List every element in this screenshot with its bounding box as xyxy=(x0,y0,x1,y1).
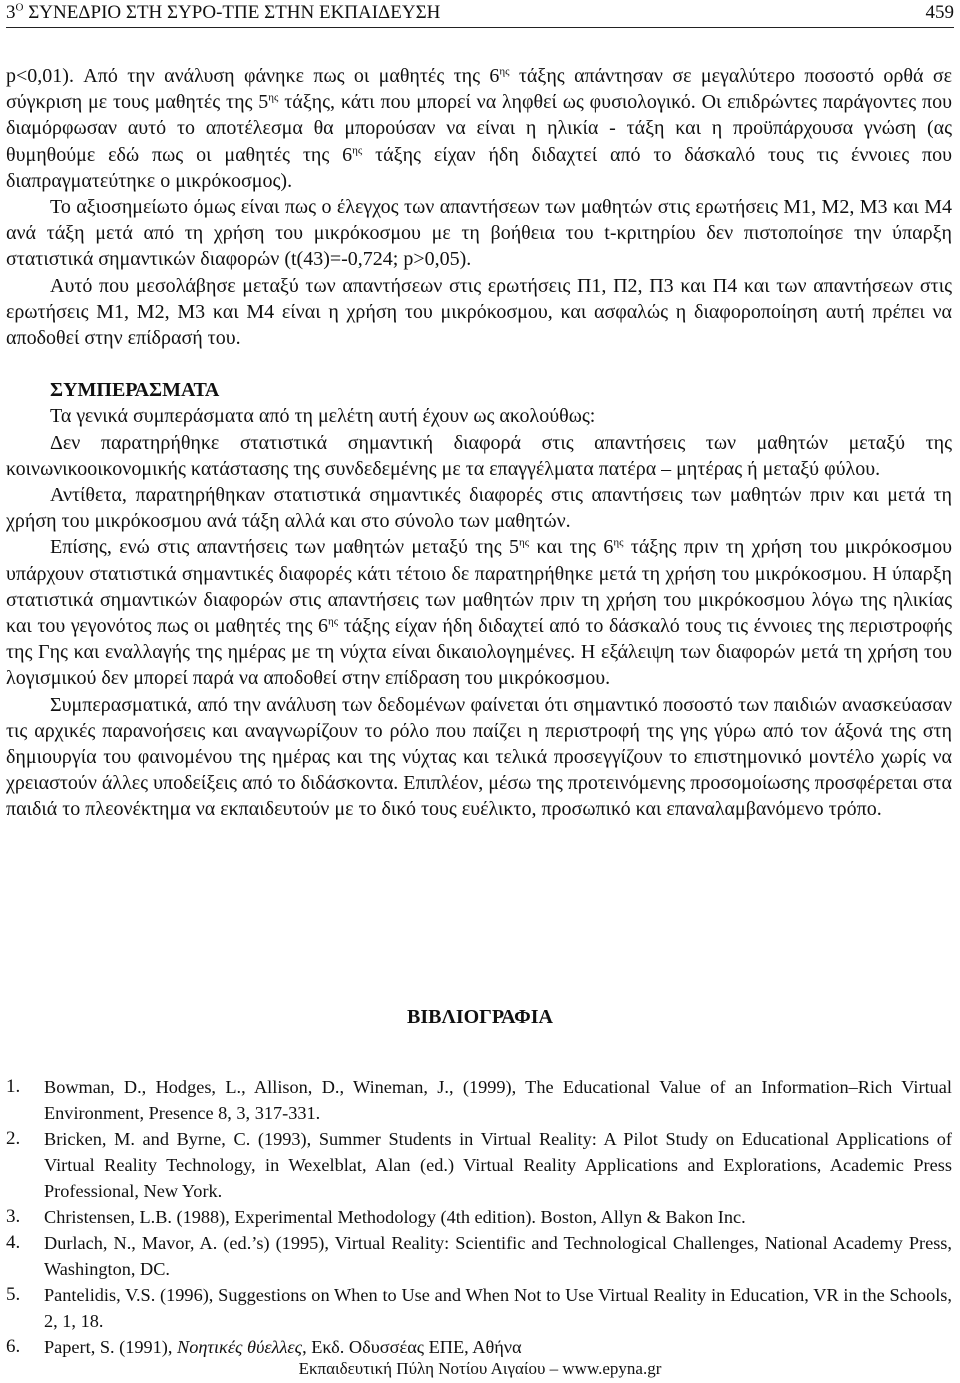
section-title-conclusions: ΣΥΜΠΕΡΑΣΜΑΤΑ xyxy=(50,379,220,402)
conference-title xyxy=(6,0,440,26)
conclusion-3 xyxy=(6,534,952,691)
text-run: και της 6 xyxy=(529,536,614,559)
page-footer[interactable]: Εκπαιδευτική Πύλη Νοτίου Αιγαίου – www.epyna.gr xyxy=(298,1359,662,1378)
ordinal-sup: ης xyxy=(268,91,279,104)
reference-list xyxy=(6,1074,952,1360)
body-text xyxy=(6,63,952,823)
text-run: τάξης είχαν ήδη διδαχτεί από το δάσκαλό τους τις έννοιες της περιστροφής της Γης και εναλλαγής της ημέρας με τη νύχτα είναι δικαιολογημένες. Η εξάλειψη των διαφορών μετά τη χρήση του λογισμικού δεν μπορεί παρά να αποδοθεί στην επίδραση του μικρόκοσμου. xyxy=(6,615,952,690)
ordinal-sup: ης xyxy=(613,536,624,549)
ordinal-sup: ης xyxy=(352,143,363,156)
reference-item xyxy=(6,1126,952,1204)
text-run: τάξης είχαν ήδη διδαχτεί από το δάσκαλό τους τις έννοιες που διαπραγματεύτηκε ο μικρόκοσμος). xyxy=(6,143,953,192)
ordinal-sup: ης xyxy=(328,615,339,628)
reference-item xyxy=(6,1204,952,1230)
reference-text: Bricken, M. and Byrne, C. (1993), Summer Students in Virtual Reality: A Pilot Study on Educational Applications of Virtual Reality Technology, in Wexelblat, Alan (ed.) Virtual Reality Applications and Explorations, Academic Press Professional, New York. xyxy=(44,1129,952,1201)
running-header xyxy=(6,0,954,28)
paragraph-results xyxy=(6,63,952,194)
paragraph-mediation: Αυτό που μεσολάβησε μεταξύ των απαντήσεων στις ερωτήσεις Π1, Π2, Π3 και Π4 και των απαντήσεων στις ερωτήσεις Μ1, Μ2, Μ3 και Μ4 είναι η χρήση του μικρόκοσμου, και ασφαλώς η διαφοροποίηση αυτή πρέπει να αποδοθεί στην επίδρασή του. xyxy=(6,274,952,350)
text-run: τάξης απάντησαν σε μεγαλύτερο ποσοστό ορθά σε σύγκριση με τους μαθητές της 5 xyxy=(6,65,952,114)
ordinal-sup: Ο xyxy=(15,1,24,14)
conclusion-4: Συμπερασματικά, από την ανάλυση των δεδομένων φαίνεται ότι σημαντικό ποσοστό των παιδιών ανασκεύασαν τις αρχικές παρανοήσεις και αναγνωρίζουν το ρόλο που παίζει η περιστροφή της γης γύρω από τον άξονά της στη δημιουργία του φαινομένου της ημέρας και της νύχτας και τελικά προσεγγίζουν το επιστημονικό μοντέλο χωρίς να χρειαστούν άλλες υποδείξεις από το διδάσκοντα. Επιπλέον, μέσω της προτεινόμενης προσομοίωσης προσφέρεται στα παιδιά το πλεονέκτημα να εκπαιδευτούν με το δικό τους ευέλικτο, προσωπικό και επαναλαμβανόμενο τρόπο. xyxy=(6,693,952,821)
text-run: τάξης, κάτι που μπορεί να ληφθεί ως φυσιολογικό. Οι επιδρώντες παράγοντες που διαμόρφωσαν αυτό το αποτέλεσμα θα μπορούσαν να είναι η ηλικία - τάξη και η προϋπάρχουσα γνώση (ας θυμηθούμε εδώ πως οι μαθητές της 6 xyxy=(6,91,953,166)
reference-item xyxy=(6,1074,952,1126)
conference-name: ΣΥΝΕΔΡΙΟ ΣΤΗ ΣΥΡΟ-ΤΠΕ ΣΤΗΝ ΕΚΠΑΙΔΕΥΣΗ xyxy=(23,2,441,23)
conclusion-1: Δεν παρατηρήθηκε στατιστικά σημαντική διαφορά στις απαντήσεις των μαθητών μεταξύ της κοινωνικοοικονομικής κατάστασης της συνδεδεμένης με τα επαγγέλματα πατέρα – μητέρας ή μεταξύ φύλου. xyxy=(6,431,952,480)
paragraph-t-test: Το αξιοσημείωτο όμως είναι πως ο έλεγχος των απαντήσεων των μαθητών στις ερωτήσεις Μ1, Μ2, Μ3 και Μ4 ανά τάξη μετά από τη χρήση του μικρόκοσμου με τη βοήθεια του t-κριτηρίου δεν πιστοποίησε την ύπαρξη στατιστικά σημαντικών διαφορών (t(43)=-0,724; p>0,05). xyxy=(6,196,952,271)
reference-text: Christensen, L.B. (1988), Experimental Methodology (4th edition). Boston, Allyn & Bakon Inc. xyxy=(44,1207,746,1227)
page-number: 459 xyxy=(925,2,954,23)
ordinal-sup: ης xyxy=(519,536,530,549)
reference-number: 5. xyxy=(6,1284,21,1305)
text-run: p<0,01). Από την ανάλυση φάνηκε πως οι μαθητές της 6 xyxy=(6,65,500,87)
spacer xyxy=(6,351,952,377)
reference-number: 1. xyxy=(6,1076,21,1097)
ordinal-sup: ης xyxy=(499,65,510,78)
reference-item xyxy=(6,1230,952,1282)
section-title-bibliography: ΒΙΒΛΙΟΓΡΑΦΙΑ xyxy=(407,1006,553,1028)
reference-text: , Εκδ. Οδυσσέας ΕΠΕ, Αθήνα xyxy=(302,1337,522,1357)
reference-text: Pantelidis, V.S. (1996), Suggestions on When to Use and When Not to Use Virtual Reality in Education, VR in the Schools, 2, 1, 18. xyxy=(44,1285,952,1331)
reference-text: Papert, S. (1991), xyxy=(44,1337,178,1357)
reference-number: 3. xyxy=(6,1206,21,1227)
reference-text: Bowman, D., Hodges, L., Allison, D., Wineman, J., (1999), The Educational Value of an Information–Rich Virtual Environment, Presence 8, 3, 317-331. xyxy=(44,1077,952,1123)
reference-number: 2. xyxy=(6,1128,21,1149)
reference-number: 4. xyxy=(6,1232,21,1253)
conclusions-intro: Τα γενικά συμπεράσματα από τη μελέτη αυτή έχουν ως ακολούθως: xyxy=(50,405,596,428)
text-run: τάξης πριν τη χρήση του μικρόκοσμου υπάρχουν στατιστικά σημαντικές διαφορές κάτι τέτοιο δε παρατηρήθηκε μετά τη χρήση του μικρόκοσμου. Η ύπαρξη στατιστικά σημαντικών διαφορών στις απαντήσεις των μαθητών πριν τη χρήση του μικρόκοσμου λόγω της ηλικίας και του γεγονότος πως οι μαθητές της 6 xyxy=(6,536,953,638)
text-run: Επίσης, ενώ στις απαντήσεις των μαθητών μεταξύ της 5 xyxy=(50,536,519,559)
conference-number: 3 xyxy=(6,2,16,23)
conclusion-2: Αντίθετα, παρατηρήθηκαν στατιστικά σημαντικές διαφορές στις απαντήσεις των μαθητών πριν και μετά τη χρήση του μικρόκοσμου ανά τάξη αλλά και στο σύνολο των μαθητών. xyxy=(6,484,952,533)
reference-text: Durlach, N., Mavor, A. (ed.’s) (1995), Virtual Reality: Scientific and Technological Challenges, National Academy Press, Washington, DC. xyxy=(44,1233,952,1279)
reference-number: 6. xyxy=(6,1336,21,1357)
reference-title-italic: Νοητικές θύελλες xyxy=(177,1337,303,1357)
reference-item xyxy=(6,1282,952,1334)
